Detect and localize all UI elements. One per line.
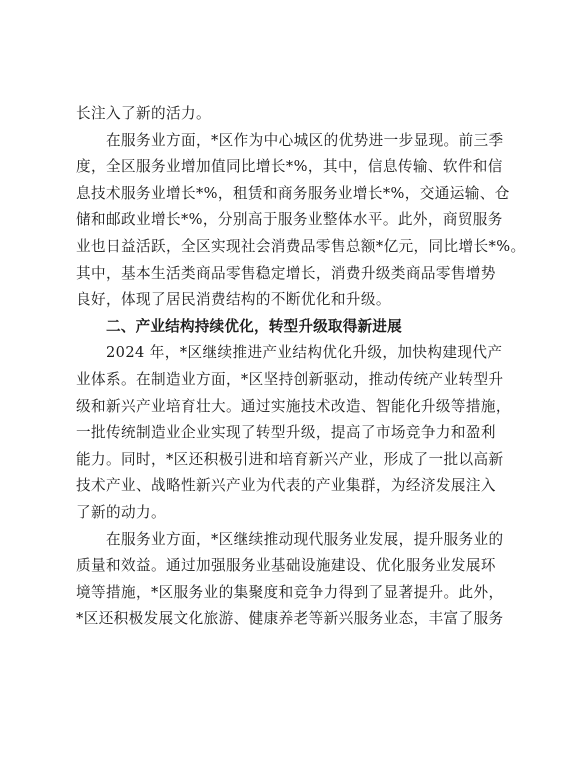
text-line: 2024 年，*区继续推进产业结构优化升级，加快构建现代产	[106, 344, 503, 362]
text-line: 在服务业方面，*区继续推动现代服务业发展，提升服务业的	[106, 530, 504, 548]
section-heading	[76, 314, 538, 341]
text-line: *区还积极发展文化旅游、健康养老等新兴服务业态，丰富了服务	[76, 610, 504, 628]
text-line: 储和邮政业增长*%，分别高于服务业整体水平。此外，商贸服务	[76, 211, 503, 229]
text-line: 技术产业、战略性新兴产业为代表的产业集群，为经济发展注入	[76, 477, 496, 495]
text-line: 息技术服务业增长*%，租赁和商务服务业增长*%，交通运输、仓	[76, 184, 510, 202]
text-line: 业也日益活跃，全区实现社会消费品零售总额*亿元，同比增长*%。	[76, 237, 526, 255]
paragraph-industrial-structure	[76, 340, 538, 526]
text-line: 了新的动力。	[76, 503, 166, 521]
paragraph-service-industry	[76, 128, 538, 314]
text-line: 能力。同时，*区还积极引进和培育新兴产业，形成了一批以高新	[76, 450, 504, 468]
text-line: 在服务业方面，*区作为中心城区的优势进一步显现。前三季	[106, 131, 504, 149]
text-line: 良好，体现了居民消费结构的不断优化和升级。	[76, 291, 391, 309]
text-line: 级和新兴产业培育壮大。通过实施技术改造、智能化升级等措施，	[76, 397, 511, 415]
text-line: 境等措施，*区服务业的集聚度和竞争力得到了显著提升。此外，	[76, 583, 504, 601]
paragraph-modern-services	[76, 527, 538, 633]
text-line: 业体系。在制造业方面，*区坚持创新驱动，推动传统产业转型升	[76, 370, 504, 388]
text-line: 质量和效益。通过加强服务业基础设施建设、优化服务业发展环	[76, 557, 496, 575]
text-line: 长注入了新的活力。	[76, 105, 211, 122]
text-line: 度，全区服务业增加值同比增长*%，其中，信息传输、软件和信	[76, 158, 503, 176]
text-line: 其中，基本生活类商品零售稳定增长，消费升级类商品零售增势	[76, 264, 496, 282]
paragraph-continuation	[76, 101, 538, 128]
section-heading-text: 二、产业结构持续优化，转型升级取得新进展	[106, 317, 402, 335]
text-line: 一批传统制造业企业实现了转型升级，提高了市场竞争力和盈利	[76, 424, 496, 442]
